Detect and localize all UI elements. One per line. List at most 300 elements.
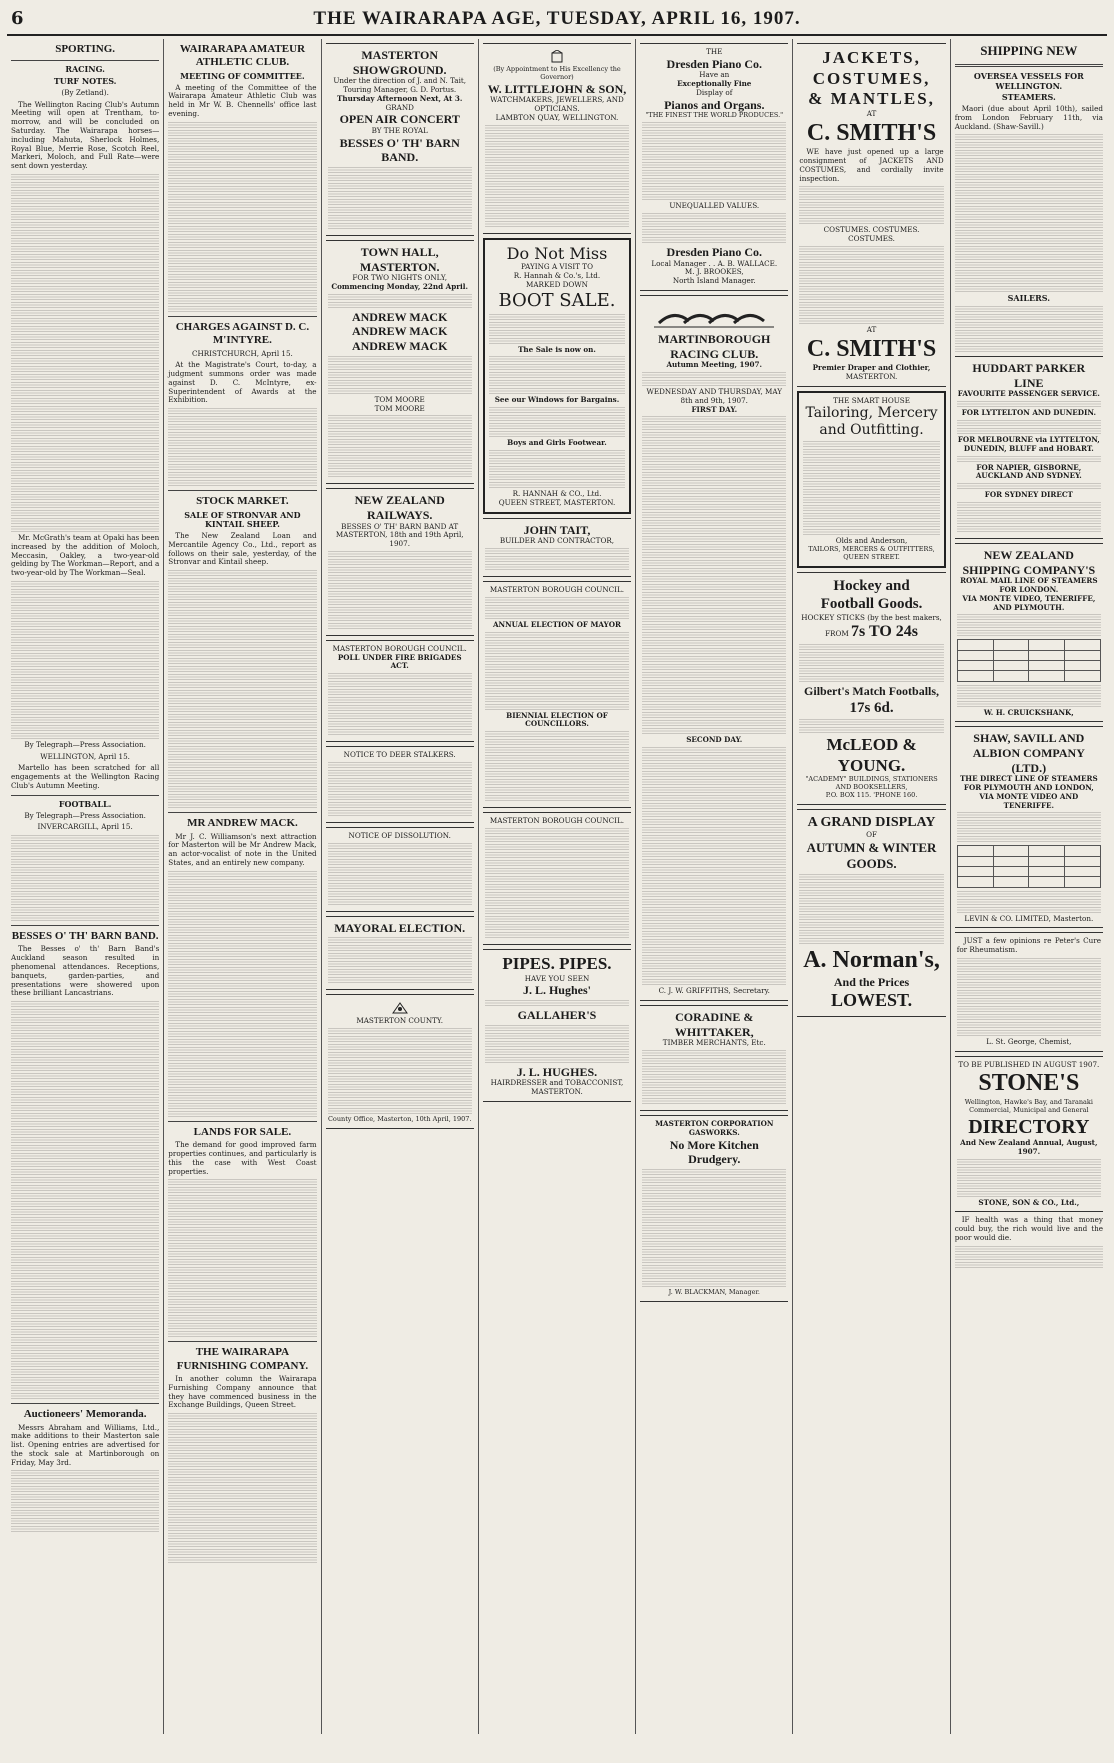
second-day: SECOND DAY.	[686, 735, 743, 745]
text-block	[168, 1227, 316, 1233]
stock-paragraph: The New Zealand Loan and Mercantile Agency Co., Ltd., report as follows on their sale, yesterday, of the Stronvar and Kintail sheep.	[168, 531, 317, 567]
text-block	[11, 422, 159, 428]
text-block	[485, 908, 629, 914]
text-block	[642, 680, 786, 686]
sailings-table	[957, 639, 1101, 681]
text-block	[642, 536, 786, 542]
text-block	[955, 198, 1103, 204]
borough-title-2: MASTERTON BOROUGH COUNCIL.	[489, 816, 625, 826]
text-block	[957, 693, 1101, 699]
text-block	[11, 1305, 159, 1311]
text-block	[642, 755, 786, 761]
text-block	[168, 935, 316, 941]
charges-paragraph: At the Magistrate's Court, to-day, a judgment summons order was made against D. C. McIntyre, ex-Superintendent of Awards at the Exhibition.	[168, 360, 317, 405]
text-block	[642, 931, 786, 937]
text-block	[11, 907, 159, 913]
dissolution-ad	[326, 827, 474, 912]
text-block	[803, 465, 939, 471]
text-block	[168, 919, 316, 925]
coradine-ad	[640, 1005, 788, 1111]
text-block	[11, 1510, 159, 1516]
text-block	[168, 1525, 316, 1531]
text-block	[642, 851, 786, 857]
text-block	[485, 613, 629, 619]
text-block	[168, 746, 316, 752]
text-block	[803, 505, 939, 511]
text-block	[642, 221, 786, 227]
text-block	[489, 482, 625, 488]
text-block	[485, 852, 629, 858]
text-block	[803, 481, 939, 487]
text-block	[11, 1129, 159, 1135]
text-block	[328, 1100, 472, 1106]
at-label-2: AT	[866, 324, 877, 334]
text-block	[328, 215, 472, 221]
text-block	[642, 835, 786, 841]
text-block	[642, 747, 786, 753]
text-block	[168, 1541, 316, 1547]
text-block	[642, 237, 786, 243]
text-block	[11, 725, 159, 731]
dissolution-title: NOTICE OF DISSOLUTION.	[348, 831, 451, 840]
text-block	[11, 605, 159, 611]
text-block	[642, 608, 786, 614]
text-block	[11, 214, 159, 220]
text-block	[799, 302, 943, 308]
furnishing-heading: THE WAIRARAPA FURNISHING COMPANY.	[176, 1346, 309, 1372]
text-block	[642, 544, 786, 550]
text-block	[485, 876, 629, 882]
text-block	[642, 819, 786, 825]
andrew-mack-2: ANDREW MACK	[351, 324, 448, 339]
text-block	[957, 1175, 1101, 1181]
coradine-name: CORADINE & WHITTAKER,	[674, 1009, 754, 1039]
text-block	[642, 456, 786, 462]
text-block	[803, 449, 939, 455]
text-block	[11, 1097, 159, 1103]
stock-sub-heading: SALE OF STRONVAR AND KINTAIL SHEEP.	[184, 509, 301, 530]
text-block	[328, 673, 472, 679]
text-block	[11, 1249, 159, 1255]
text-block	[168, 1071, 316, 1077]
text-block	[799, 660, 943, 666]
text-block	[168, 138, 316, 144]
text-block	[642, 1273, 786, 1279]
text-block	[168, 1461, 316, 1467]
text-block	[642, 939, 786, 945]
text-block	[11, 318, 159, 324]
text-block	[168, 1557, 316, 1563]
text-block	[485, 640, 629, 646]
text-block	[328, 551, 472, 557]
cruickshank: W. H. CRUICKSHANK,	[983, 707, 1074, 717]
gilbert-footballs: Gilbert's Match Footballs,	[804, 684, 940, 698]
text-block	[328, 1052, 472, 1058]
column-4	[479, 39, 636, 1734]
shaw-sailings-table	[957, 845, 1101, 887]
text-block	[11, 1065, 159, 1071]
unequalled-values: UNEQUALLED VALUES.	[669, 201, 760, 211]
column-3	[322, 39, 479, 1734]
text-block	[485, 213, 629, 219]
text-block	[642, 528, 786, 534]
crest-icon	[391, 1001, 409, 1015]
text-block	[642, 600, 786, 606]
text-block	[168, 1501, 316, 1507]
text-block	[485, 860, 629, 866]
text-block	[11, 470, 159, 476]
text-block	[168, 1307, 316, 1313]
steamers-heading: STEAMERS.	[1001, 92, 1056, 103]
lowest: LOWEST.	[830, 989, 913, 1010]
text-block	[328, 891, 472, 897]
text-block	[168, 951, 316, 957]
text-block	[957, 836, 1101, 842]
text-block	[11, 875, 159, 881]
text-block	[168, 1219, 316, 1225]
text-block	[168, 1549, 316, 1555]
premier-draper: Premier Draper and Clothier,	[812, 362, 931, 372]
text-block	[803, 473, 939, 479]
text-block	[957, 998, 1101, 1004]
text-block	[642, 584, 786, 590]
text-block	[11, 246, 159, 252]
shaw-savill-ad	[955, 726, 1103, 928]
text-block	[955, 158, 1103, 164]
text-block	[485, 133, 629, 139]
finest-world: "THE FINEST THE WORLD PRODUCES."	[645, 111, 784, 120]
text-block	[799, 310, 943, 316]
text-block	[11, 1265, 159, 1271]
column-5	[636, 39, 793, 1734]
levin-agents: LEVIN & CO. LIMITED, Masterton.	[964, 913, 1094, 923]
text-block	[642, 1257, 786, 1263]
text-block	[11, 462, 159, 468]
text-block	[485, 1057, 629, 1063]
text-block	[11, 206, 159, 212]
text-block	[642, 859, 786, 865]
text-block	[11, 1153, 159, 1159]
text-block	[11, 390, 159, 396]
text-block	[799, 194, 943, 200]
text-block	[168, 1453, 316, 1459]
text-block	[168, 456, 316, 462]
text-block	[168, 959, 316, 965]
railways-sub: BESSES O' TH' BARN BAND AT MASTERTON, 18th and 19th April, 1907.	[335, 521, 464, 549]
text-block	[168, 578, 316, 584]
text-block	[328, 167, 472, 173]
text-block	[957, 483, 1101, 489]
fire-poll-title: POLL UNDER FIRE BRIGADES ACT.	[337, 652, 462, 671]
text-block	[485, 1049, 629, 1055]
text-block	[955, 270, 1103, 276]
racing-club-ad	[640, 295, 788, 1001]
smart-house-title: THE SMART HOUSE	[833, 395, 910, 405]
text-block	[642, 496, 786, 502]
text-block	[489, 407, 625, 413]
columns	[7, 39, 1107, 1734]
royal-mail-line: ROYAL MAIL LINE OF STEAMERS FOR LONDON.	[960, 576, 1098, 594]
race-secretary: C. J. W. GRIFFITHS, Secretary.	[658, 986, 770, 996]
text-block	[168, 626, 316, 632]
text-block	[799, 668, 943, 674]
text-block	[642, 1233, 786, 1239]
text-block	[11, 685, 159, 691]
text-block	[642, 1050, 786, 1056]
masthead	[7, 6, 1107, 36]
deer-stalkers-ad	[326, 746, 474, 823]
text-block	[328, 729, 472, 735]
text-block	[957, 685, 1101, 691]
text-block	[11, 430, 159, 436]
text-block	[485, 779, 629, 785]
showground-ad	[326, 43, 474, 236]
hannah-name: R. Hannah & Co.'s, Ltd.	[513, 271, 601, 281]
text-block	[11, 859, 159, 865]
text-block	[642, 664, 786, 670]
text-block	[642, 504, 786, 510]
text-block	[168, 802, 316, 808]
text-block	[328, 1092, 472, 1098]
text-block	[328, 961, 472, 967]
text-block	[489, 364, 625, 370]
hughes-name: J. L. Hughes'	[522, 983, 591, 998]
text-block	[799, 719, 943, 725]
tait-ad	[483, 518, 631, 577]
text-block	[328, 223, 472, 229]
display-of: Display of	[696, 87, 733, 97]
text-block	[485, 672, 629, 678]
smart-house-ad	[797, 391, 945, 569]
text-block	[489, 458, 625, 464]
text-block	[168, 1477, 316, 1483]
paying-visit: PAYING A VISIT TO	[520, 262, 593, 272]
text-block	[11, 478, 159, 484]
text-block	[642, 640, 786, 646]
text-block	[489, 314, 625, 320]
racing-club-title: MARTINBOROUGH RACING CLUB.	[658, 332, 771, 361]
text-block	[168, 170, 316, 176]
text-block	[328, 583, 472, 589]
text-block	[11, 709, 159, 715]
text-block	[642, 568, 786, 574]
text-block	[642, 480, 786, 486]
text-block	[799, 882, 943, 888]
do-not-miss: Do Not Miss	[506, 243, 608, 263]
text-block	[642, 779, 786, 785]
text-block	[957, 1183, 1101, 1189]
text-block	[168, 1243, 316, 1249]
text-block	[168, 762, 316, 768]
text-block	[803, 489, 939, 495]
text-block	[799, 914, 943, 920]
text-block	[803, 513, 939, 519]
text-block	[955, 214, 1103, 220]
text-block	[485, 548, 629, 554]
text-block	[642, 520, 786, 526]
text-block	[328, 1068, 472, 1074]
text-block	[11, 198, 159, 204]
text-block	[642, 787, 786, 793]
text-block	[642, 186, 786, 192]
mack-paragraph: Mr J. C. Williamson's next attraction for Masterton will be Mr Andrew Mack, an actor-vocalist of note in the United States, and an entirely new company.	[168, 831, 317, 867]
text-block	[328, 431, 472, 437]
peters-cure-ad	[955, 932, 1103, 1051]
text-block	[328, 802, 472, 808]
text-block	[799, 294, 943, 300]
text-block	[799, 254, 943, 260]
text-block	[168, 1509, 316, 1515]
see-windows: See our Windows for Bargains.	[494, 395, 620, 405]
to-be-published: TO BE PUBLISHED IN AUGUST 1907.	[958, 1059, 1100, 1069]
text-block	[328, 439, 472, 445]
mayoral-ad	[326, 916, 474, 991]
town-hall-title: TOWN HALL, MASTERTON.	[359, 245, 440, 274]
dateline-wellington: WELLINGTON, April 15.	[40, 751, 130, 761]
text-block	[11, 1105, 159, 1111]
text-block	[803, 441, 939, 447]
text-block	[642, 1177, 786, 1183]
of-label: OF	[866, 830, 877, 840]
text-block	[799, 727, 943, 733]
showground-title: MASTERTON SHOWGROUND.	[352, 48, 447, 77]
text-block	[489, 431, 625, 437]
text-block	[11, 366, 159, 372]
borough-council-title: MASTERTON BOROUGH COUNCIL.	[332, 643, 467, 653]
text-block	[11, 270, 159, 276]
nz-shipping-ad	[955, 543, 1103, 722]
nz-shipping-title: NEW ZEALAND SHIPPING COMPANY'S	[962, 547, 1096, 577]
commencing: Commencing Monday, 22nd April.	[331, 282, 469, 292]
text-block	[957, 502, 1101, 508]
text-block	[957, 1167, 1101, 1173]
costumes-list: COSTUMES. COSTUMES. COSTUMES.	[823, 225, 920, 244]
text-block	[328, 294, 472, 300]
text-block	[955, 1246, 1103, 1252]
text-block	[642, 704, 786, 710]
text-block	[328, 794, 472, 800]
text-block	[328, 615, 472, 621]
text-block	[328, 447, 472, 453]
text-block	[168, 432, 316, 438]
text-block	[485, 932, 629, 938]
borough-title: MASTERTON BOROUGH COUNCIL.	[489, 584, 625, 594]
text-block	[799, 676, 943, 682]
text-block	[328, 859, 472, 865]
text-block	[642, 875, 786, 881]
text-block	[328, 883, 472, 889]
text-block	[11, 310, 159, 316]
text-block	[642, 648, 786, 654]
text-block	[485, 755, 629, 761]
text-block	[489, 372, 625, 378]
county-ad	[326, 994, 474, 1129]
text-block	[642, 448, 786, 454]
exceptionally-fine: Exceptionally Fine	[677, 79, 752, 89]
text-block	[328, 977, 472, 983]
text-block	[168, 991, 316, 997]
mack-heading: MR ANDREW MACK.	[187, 817, 298, 830]
page-number: 6	[11, 8, 24, 29]
text-block	[11, 1321, 159, 1327]
text-block	[11, 294, 159, 300]
text-block	[642, 560, 786, 566]
mcleod-sub: "ACADEMY" BUILDINGS, STATIONERS AND BOOKSELLERS,	[805, 775, 938, 792]
column-6	[793, 39, 950, 1734]
text-block	[799, 318, 943, 324]
text-block	[642, 803, 786, 809]
text-block	[328, 697, 472, 703]
text-block	[955, 330, 1103, 336]
text-block	[328, 1108, 472, 1114]
and-prices: And the Prices	[833, 975, 910, 989]
text-block	[328, 599, 472, 605]
text-block	[485, 165, 629, 171]
text-block	[168, 1039, 316, 1045]
text-block	[642, 696, 786, 702]
text-block	[642, 1265, 786, 1271]
text-block	[11, 350, 159, 356]
text-block	[11, 374, 159, 380]
directory-title: DIRECTORY	[968, 1115, 1090, 1138]
text-block	[328, 778, 472, 784]
text-block	[168, 887, 316, 893]
text-block	[168, 594, 316, 600]
text-block	[11, 1486, 159, 1492]
racing-horses-icon	[654, 303, 774, 329]
text-block	[328, 899, 472, 905]
text-block	[168, 570, 316, 576]
text-block	[168, 999, 316, 1005]
text-block	[11, 613, 159, 619]
queen-street: QUEEN STREET, MASTERTON.	[498, 497, 616, 507]
text-block	[955, 230, 1103, 236]
littlejohn-ad	[483, 43, 631, 234]
price-from: FROM	[825, 629, 849, 639]
text-block	[328, 388, 472, 394]
text-block	[168, 1493, 316, 1499]
text-block	[328, 843, 472, 849]
text-block	[955, 346, 1103, 352]
brookes-sub: North Island Manager.	[672, 276, 756, 286]
text-block	[168, 1485, 316, 1491]
text-block	[485, 1041, 629, 1047]
text-block	[168, 1179, 316, 1185]
text-block	[642, 1209, 786, 1215]
text-block	[957, 1014, 1101, 1020]
text-block	[799, 906, 943, 912]
text-block	[168, 298, 316, 304]
shaw-title: SHAW, SAVILL AND ALBION COMPANY (LTD.)	[972, 731, 1085, 775]
smith-name-2: C. SMITH'S	[806, 335, 937, 362]
text-block	[328, 372, 472, 378]
olds-name: Olds and Anderson,	[835, 536, 908, 546]
text-block	[168, 472, 316, 478]
text-block	[642, 1169, 786, 1175]
text-block	[799, 186, 943, 192]
melbourne-route: FOR MELBOURNE via LYTTELTON, DUNEDIN, BLUFF and HOBART.	[957, 435, 1100, 453]
text-block	[168, 1103, 316, 1109]
text-block	[168, 202, 316, 208]
autumn-winter: AUTUMN & WINTER GOODS.	[806, 840, 937, 871]
dresden-name-2: Dresden Piano Co.	[666, 245, 762, 260]
text-block	[642, 380, 786, 386]
text-block	[489, 380, 625, 386]
text-block	[168, 1251, 316, 1257]
gallaher: GALLAHER'S	[517, 1007, 597, 1022]
text-block	[799, 286, 943, 292]
text-block	[957, 974, 1101, 980]
